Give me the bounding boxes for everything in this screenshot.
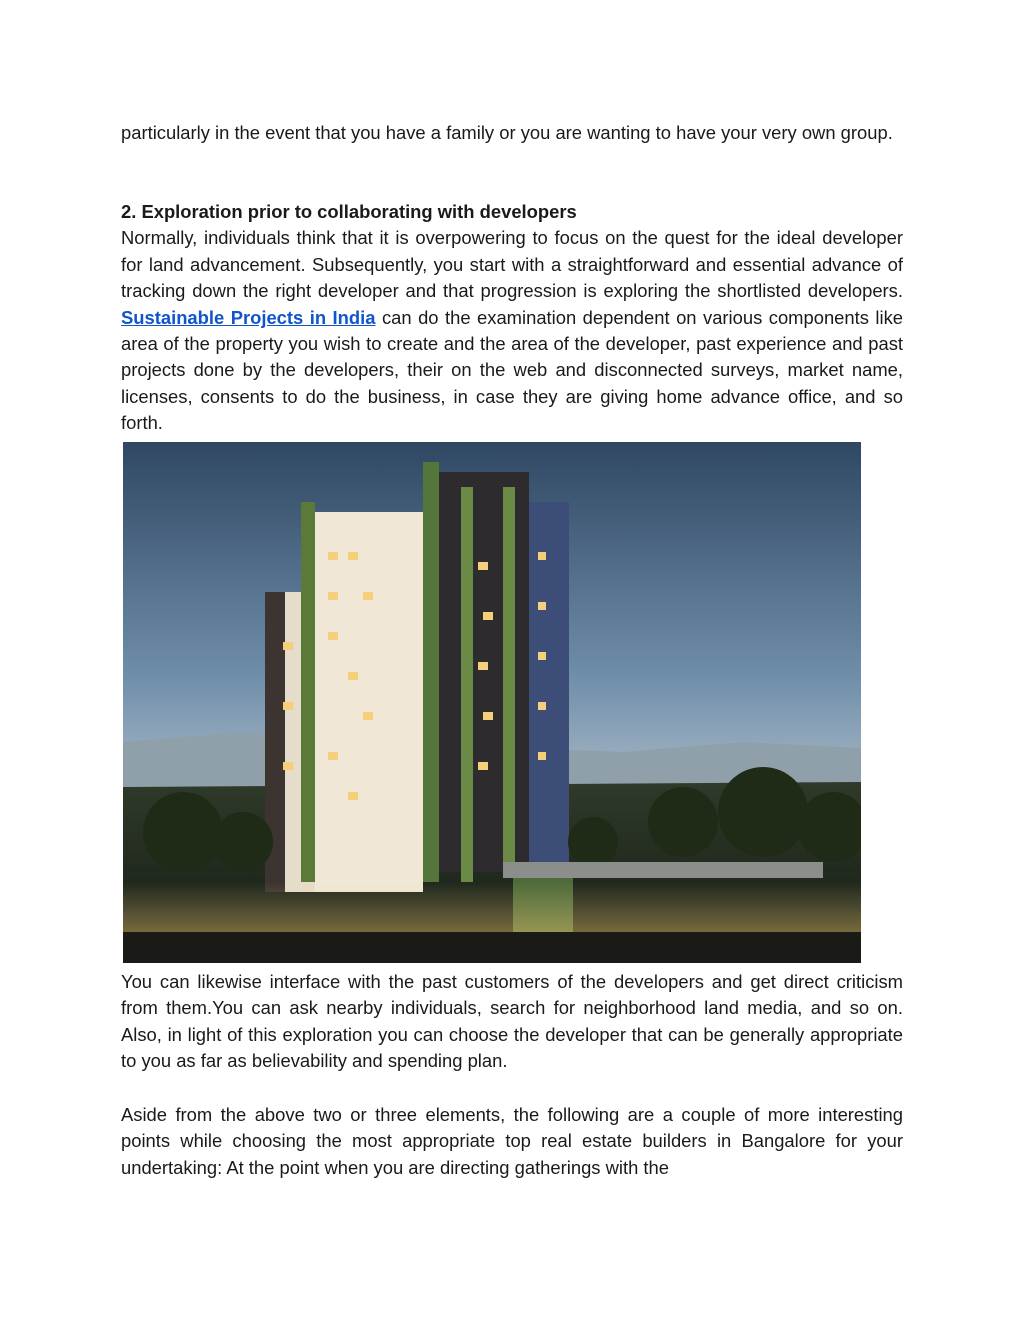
section-2 [121, 199, 903, 437]
final-paragraph: Aside from the above two or three elements, the following are a couple of more interesting points while choosing the most appropriate top real estate builders in Bangalore for your undertaking: At the point when you are directing gatherings with the [121, 1104, 903, 1178]
after-image-paragraph: You can likewise interface with the past customers of the developers and get direct criticism from them.You can ask nearby individuals, search for neighborhood land media, and so on. Also, in light of this exploration you can choose the developer that can be generally appropriate to you as far as believability and spending plan. [121, 971, 903, 1072]
section-text-before-link: Normally, individuals think that it is overpowering to focus on the quest for the ideal developer for land advancement. Subsequently, you start with a straightforward and essential advance of tracking down the right developer and that progression is exploring the shortlisted developers. [121, 227, 903, 302]
section-text-after-link: can do the examination dependent on various components like area of the property you wish to create and the area of the developer, past experience and past projects done by the developers, their on the web and disconnected surveys, market name, licenses, consents to do the business, in case they are giving home advance office, and so forth. [121, 306, 903, 434]
final-block [121, 1102, 903, 1181]
section-paragraph [121, 225, 903, 436]
sustainable-projects-link[interactable]: Sustainable Projects in India [121, 306, 376, 328]
intro-block [121, 120, 903, 146]
after-image-block [121, 969, 903, 1075]
section-heading: 2. Exploration prior to collaborating with developers [121, 201, 577, 222]
intro-paragraph: particularly in the event that you have a family or you are wanting to have your very own group. [121, 122, 893, 143]
building-photo [123, 442, 861, 963]
